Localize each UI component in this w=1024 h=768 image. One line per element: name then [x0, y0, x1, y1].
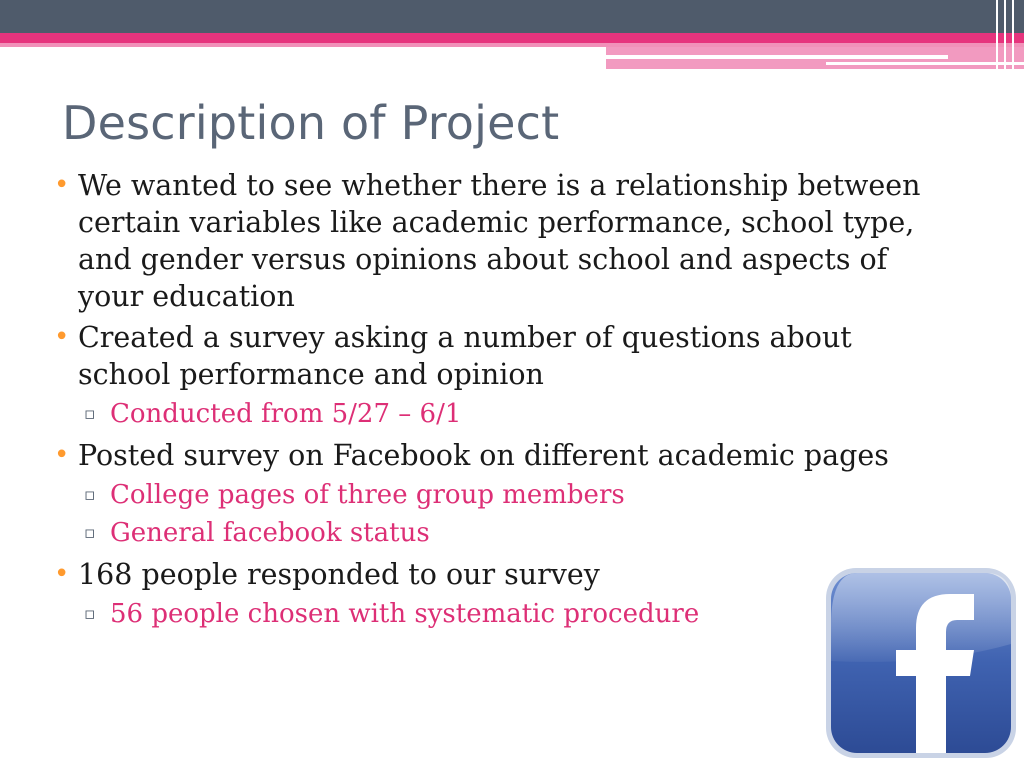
slide-title: Description of Project	[62, 96, 560, 150]
header-stripe	[1004, 0, 1006, 70]
header-white-line-lower	[826, 62, 1024, 65]
bullet-text: 168 people responded to our survey	[78, 558, 600, 591]
square-bullet-icon: ▫	[84, 404, 96, 424]
bullet-text: Created a survey asking a number of questions about school performance and opinion	[78, 321, 852, 391]
sub-bullet-item	[78, 476, 950, 514]
square-bullet-icon: ▫	[84, 523, 96, 543]
bullet-dot-icon: •	[54, 170, 70, 200]
facebook-logo-icon	[824, 566, 1018, 760]
square-bullet-icon: ▫	[84, 485, 96, 505]
sub-bullet-list	[78, 595, 950, 633]
bullet-text: We wanted to see whether there is a relationship between certain variables like academic performance, school type, and gender versus opinions about school and aspects of your education	[78, 169, 921, 313]
header-dark-band	[0, 0, 1024, 33]
bullet-dot-icon: •	[54, 322, 70, 352]
header-white-line	[606, 55, 948, 59]
header-stripe	[996, 0, 998, 70]
sub-bullet-text: Conducted from 5/27 – 6/1	[110, 399, 462, 429]
bullet-dot-icon: •	[54, 559, 70, 589]
sub-bullet-item	[78, 395, 950, 433]
bullet-item	[50, 319, 950, 433]
sub-bullet-list	[78, 476, 950, 552]
bullet-dot-icon: •	[54, 440, 70, 470]
header-stripe	[1012, 0, 1014, 70]
bullet-text: Posted survey on Facebook on different academic pages	[78, 439, 889, 472]
bullet-item	[50, 167, 950, 315]
bullet-item	[50, 437, 950, 552]
sub-bullet-text: General facebook status	[110, 518, 430, 548]
square-bullet-icon: ▫	[84, 604, 96, 624]
bullet-list	[50, 167, 950, 637]
sub-bullet-item	[78, 514, 950, 552]
sub-bullet-text: College pages of three group members	[110, 480, 625, 510]
header-decoration	[0, 0, 1024, 70]
bullet-item	[50, 556, 950, 633]
sub-bullet-list	[78, 395, 950, 433]
sub-bullet-item	[78, 595, 950, 633]
sub-bullet-text: 56 people chosen with systematic procedure	[110, 599, 700, 629]
